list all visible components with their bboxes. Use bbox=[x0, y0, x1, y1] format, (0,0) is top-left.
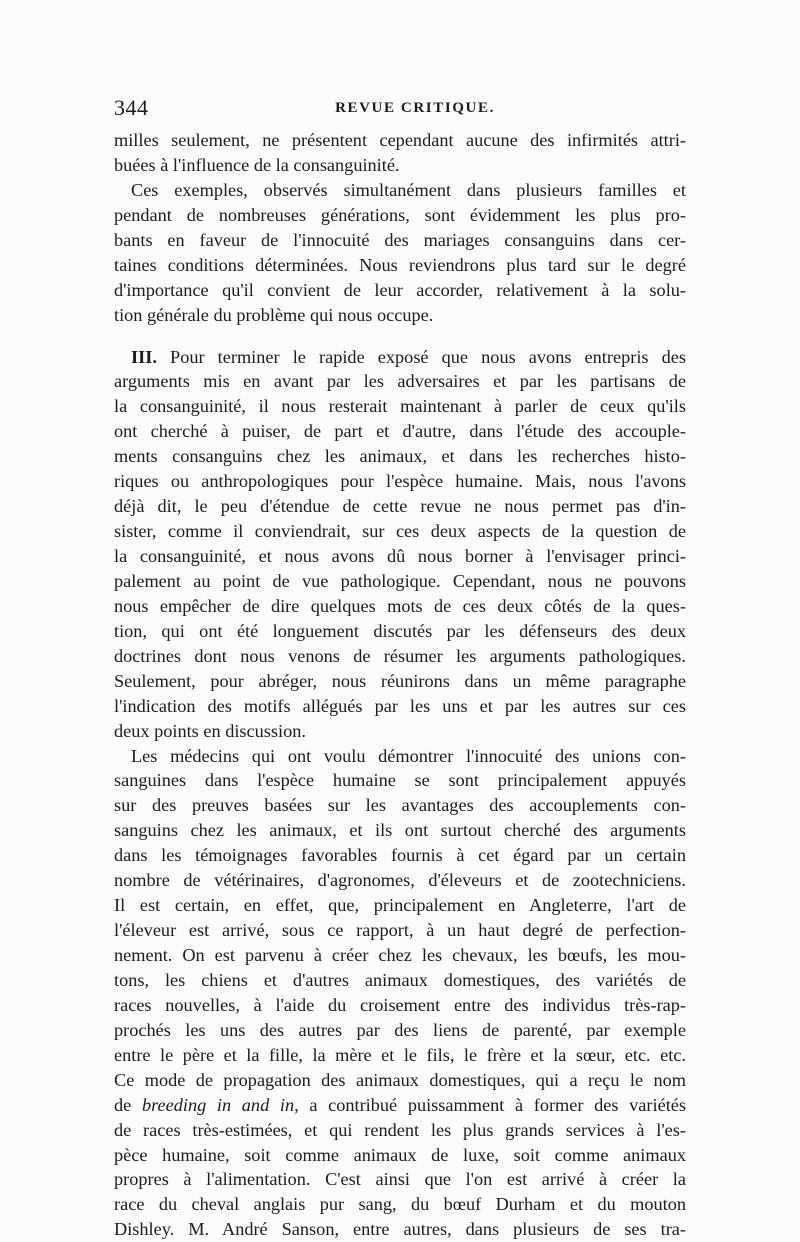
text-line: de races très-estimées, et qui rendent les plus grands services à l'es- bbox=[114, 1119, 686, 1140]
text-line: nous empêcher de dire quelques mots de ces deux côtés de la ques- bbox=[114, 595, 686, 616]
running-title: REVUE CRITIQUE. bbox=[335, 100, 495, 116]
italic-text-line bbox=[114, 1093, 686, 1118]
page-header bbox=[114, 95, 686, 125]
text-line: Ce mode de propagation des animaux domestiques, qui a reçu le nom bbox=[114, 1069, 686, 1090]
text-line: nement. On est parvenu à créer chez les chevaux, les bœufs, les mou- bbox=[114, 945, 686, 965]
text-line: prochés les uns des autres par des liens de parenté, par exemple bbox=[114, 1019, 686, 1040]
text-span: a contribué puissamment à former des variétés bbox=[309, 1094, 686, 1115]
text-line: ments consanguins chez les animaux, et dans les recherches histo- bbox=[114, 446, 686, 467]
text-line: tons, les chiens et d'autres animaux domestiques, des variétés de bbox=[114, 969, 686, 990]
text-line: déjà dit, le peu d'étendue de cette revue ne nous permet pas d'in- bbox=[114, 496, 686, 517]
text-line: buées à l'influence de la consanguinité. bbox=[114, 154, 400, 175]
text-line: sur des preuves basées sur les avantages des accouplements con- bbox=[114, 795, 686, 816]
text-line: ont cherché à puiser, de part et d'autre, dans l'étude des accouple- bbox=[114, 421, 686, 442]
text-line: propres à l'alimentation. C'est ainsi que l'on est arrivé à créer la bbox=[114, 1169, 686, 1190]
text-line: doctrines dont nous venons de résumer les arguments pathologiques. bbox=[114, 645, 686, 666]
text-line: arguments mis en avant par les adversaires et par les partisans de bbox=[114, 371, 686, 392]
text-span: de bbox=[114, 1094, 132, 1115]
text-line: race du cheval anglais pur sang, du bœuf Durham et du mouton bbox=[114, 1194, 686, 1215]
text-line: races nouvelles, à l'aide du croisement entre des individus très-rap- bbox=[114, 994, 686, 1015]
text-line: pendant de nombreuses générations, sont évidemment les plus pro- bbox=[114, 204, 686, 225]
text-line: pèce humaine, soit comme animaux de luxe, soit comme animaux bbox=[114, 1144, 686, 1165]
text-line: sanguins chez les animaux, et ils ont surtout cherché des arguments bbox=[114, 820, 686, 841]
page-number: 344 bbox=[114, 95, 149, 120]
text-line: d'importance qu'il convient de leur accorder, relativement à la solu- bbox=[114, 279, 686, 300]
text-line: taines conditions déterminées. Nous reviendrons plus tard sur le degré bbox=[114, 254, 686, 275]
text-line: nombre de vétérinaires, d'agronomes, d'éleveurs et de zootechniciens. bbox=[114, 870, 686, 891]
text-line: palement au point de vue pathologique. Cependant, nous ne pouvons bbox=[114, 570, 686, 591]
text-span: Pour terminer le rapide exposé que nous avons entrepris des bbox=[170, 346, 686, 367]
text-line: riques ou anthropologiques pour l'espèce humaine. Mais, nous l'avons bbox=[114, 471, 686, 492]
text-line: dans les témoignages favorables fournis à cet égard par un certain bbox=[114, 845, 686, 866]
text-line: Les médecins qui ont voulu démontrer l'innocuité des unions con- bbox=[131, 745, 686, 766]
italic-term: breeding in and in, bbox=[141, 1094, 299, 1115]
text-line: milles seulement, ne présentent cependant aucune des infirmités attri- bbox=[114, 130, 686, 150]
text-line: la consanguinité, il nous resterait maintenant à parler de ceux qu'ils bbox=[114, 396, 686, 417]
text-line: sanguines dans l'espèce humaine se sont principalement appuyés bbox=[114, 770, 686, 791]
text-line: deux points en discussion. bbox=[114, 720, 306, 741]
text-line: tion générale du problème qui nous occupe. bbox=[114, 304, 434, 325]
text-line: l'éleveur est arrivé, sous ce rapport, à un haut degré de perfection- bbox=[114, 920, 686, 941]
section-numeral: III. bbox=[131, 346, 157, 367]
text-line: Seulement, pour abréger, nous réunirons dans un même paragraphe bbox=[114, 670, 686, 691]
section-iii-first-line bbox=[114, 345, 686, 370]
text-line: tion, qui ont été longuement discutés par les défenseurs des deux bbox=[114, 620, 686, 641]
text-line: Il est certain, en effet, que, principalement en Angleterre, l'art de bbox=[114, 895, 686, 916]
text-line: bants en faveur de l'innocuité des mariages consanguins dans cer- bbox=[114, 229, 686, 250]
section-gap bbox=[114, 328, 686, 345]
text-line: la consanguinité, et nous avons dû nous borner à l'envisager princi- bbox=[114, 546, 686, 566]
text-line: Ces exemples, observés simultanément dans plusieurs familles et bbox=[131, 179, 686, 200]
body-text bbox=[114, 128, 686, 1242]
text-line: Dishley. M. André Sanson, entre autres, dans plusieurs de ses tra- bbox=[114, 1219, 686, 1240]
text-line: sister, comme il conviendrait, sur ces deux aspects de la question de bbox=[114, 521, 686, 542]
text-line: l'indication des motifs allégués par les uns et par les autres sur ces bbox=[114, 695, 686, 716]
text-line: entre le père et la fille, la mère et le fils, le frère et la sœur, etc. etc. bbox=[114, 1044, 686, 1065]
